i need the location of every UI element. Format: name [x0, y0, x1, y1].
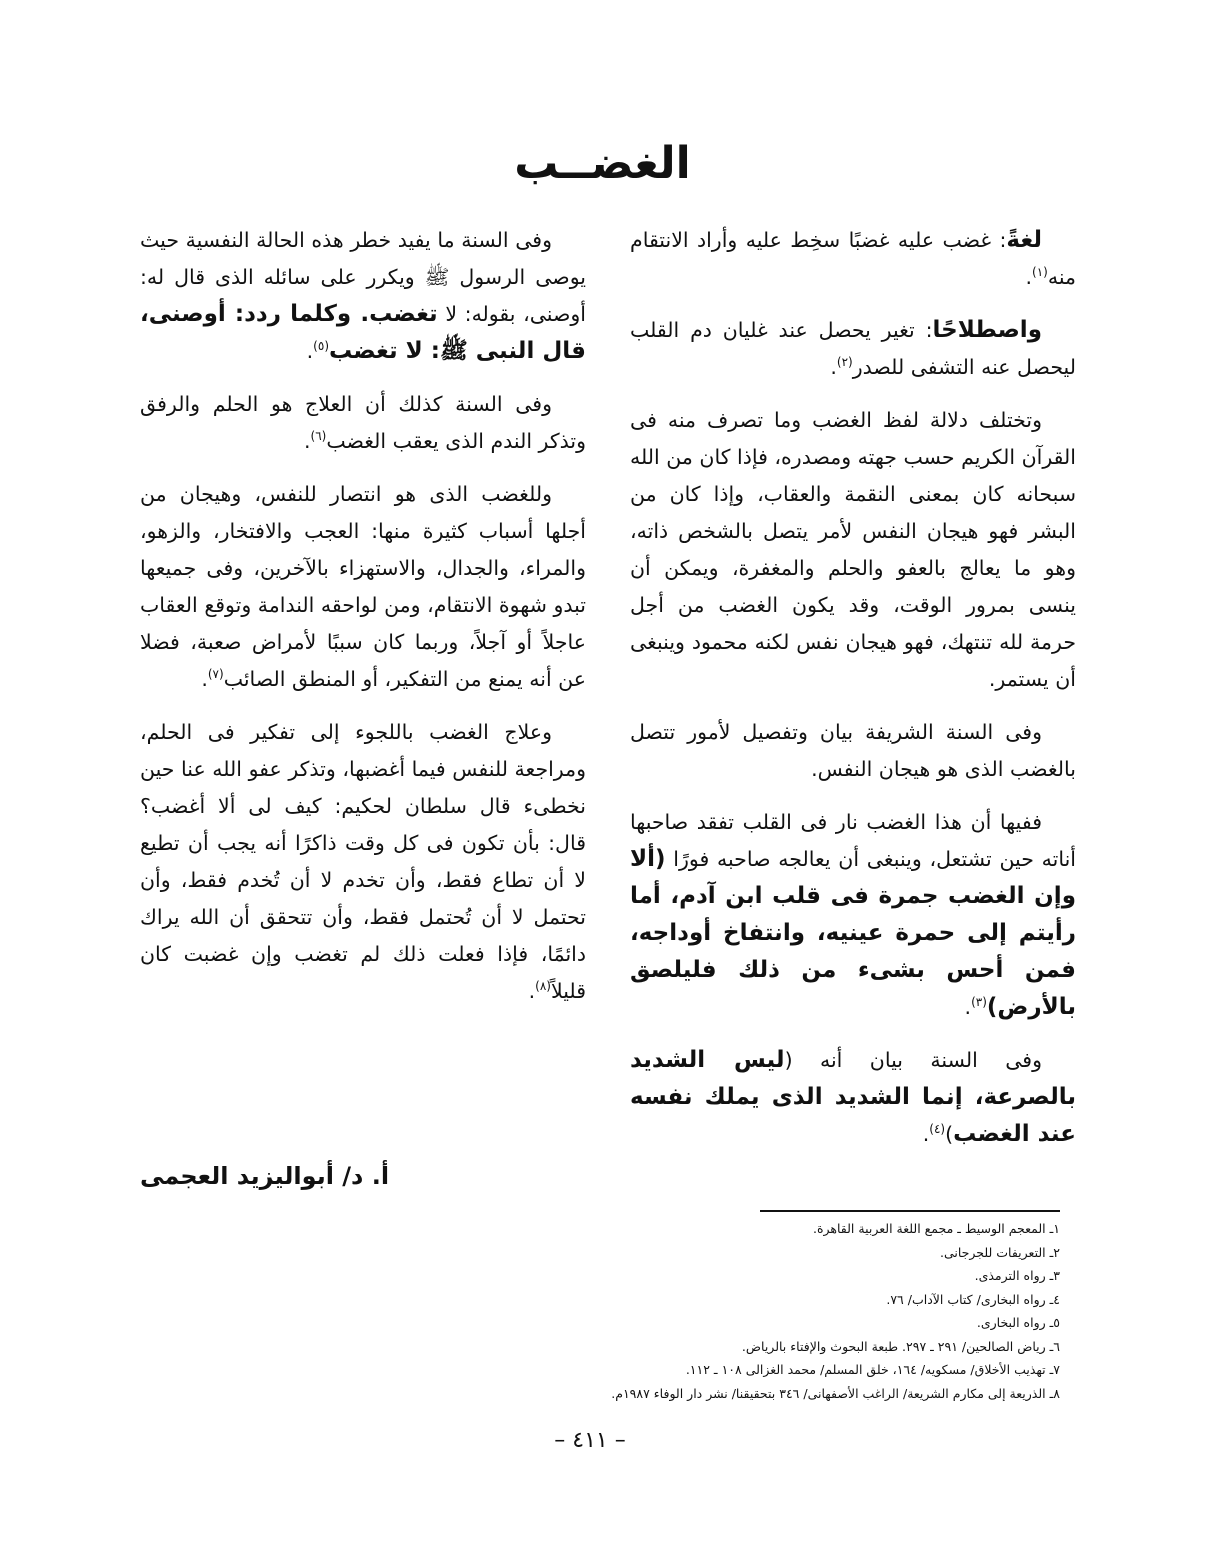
paragraph	[140, 222, 586, 370]
footnotes	[480, 1217, 1060, 1405]
footnote: ٣ـ رواه الترمذى.	[974, 1268, 1060, 1283]
footnote: ٦ـ رياض الصالحين/ ٢٩١ ـ ٢٩٧. طبعة البحوث والإفتاء بالرياض.	[741, 1338, 1060, 1354]
paragraph	[140, 476, 586, 698]
bold-text: تغضب. وكلما ردد: أوصنى، قال النبى ﷺ: لا تغضب	[140, 301, 586, 364]
text: .	[922, 1122, 930, 1146]
footnote-ref: (٤)	[929, 1122, 946, 1137]
footnote-ref: (٥)	[313, 339, 329, 354]
text: وللغضب الذى هو انتصار للنفس، وهيجان من أجلها أسباب كثيرة منها: العجب والافتخار، والزهو، والمراء، والجدال، والاستهزاء بالآخرين، وفى جميعها تبدو شهوة الانتقام، ومن لواحقه الندامة وتوقع العقاب عاجلاً أو آجلاً، وربما كان سببًا لأمراض صعبة، فضلا عن أنه يمنع من التفكير، أو المنطق الصائب	[140, 482, 586, 691]
text: وفى السنة الشريفة بيان وتفصيل لأمور تتصل بالغضب الذى هو هيجان النفس.	[630, 720, 1076, 781]
footnote-ref: (٦)	[310, 429, 327, 444]
author-signature: أ. د/ أبواليزيد العجمى	[140, 1162, 390, 1190]
text: .	[306, 339, 314, 363]
text: وتختلف دلالة لفظ الغضب وما تصرف منه فى القرآن الكريم حسب جهته ومصدره، فإذا كان من الله سبحانه كان بمعنى النقمة والعقاب، وإذا كان من البشر فهو هيجان النفس لأمر يتصل بالشخص ذاته، وهو ما يعالج بالعفو والحلم والمغفرة، ويمكن أن ينسى بمرور الوقت، وقد يكون الغضب من أجل حرمة لله تنتهك، فهو هيجان نفس لكنه محمود وينبغى أن يستمر.	[630, 408, 1076, 691]
footnote: ٧ـ تهذيب الأخلاق/ مسكويه/ ١٦٤، خلق المسلم/ محمد الغزالى ١٠٨ ـ ١١٢.	[685, 1362, 1060, 1377]
text: وعلاج الغضب باللجوء إلى تفكير فى الحلم، ومراجعة للنفس فيما أغضبها، وتذكر عفو الله عنا حين نخطىء قال سلطان لحكيم: كيف لى ألا أغضب؟ قال: بأن تكون فى كل وقت ذاكرًا أنه يجب أن تطيع لا أن تطاع فقط، وأن تخدم لا أن تُخدم فقط، وأن تحتمل لا أن تُحتمل فقط، وأن تتحقق أن الله يراك دائمًا، فإذا فعلت ذلك لم تغضب وإن غضبت كان قليلاً	[140, 720, 586, 1003]
text: .	[303, 429, 311, 453]
paragraph	[630, 402, 1076, 698]
paragraph	[630, 222, 1076, 296]
text: ففيها أن هذا الغضب نار فى القلب تفقد صاحبها أناته حين تشتعل، وينبغى أن يعالجه صاحبه فورًا	[630, 810, 1076, 871]
footnote-ref: (١)	[1032, 265, 1048, 280]
text: : تغير يحصل عند غليان دم القلب ليحصل عنه التشفى للصدر	[630, 318, 1076, 379]
text: .	[528, 979, 536, 1003]
footnote-ref: (٨)	[535, 979, 551, 994]
page-number: – ٤١١ –	[554, 1428, 626, 1453]
text: وفى السنة بيان أنه (	[784, 1048, 1042, 1072]
text: .	[201, 667, 208, 691]
text: وفى السنة ما يفيد خطر هذه الحالة النفسية حيث يوصى الرسول ﷺ ويكرر على سائله الذى قال له: أوصنى، بقوله: لا	[140, 228, 586, 326]
bold-text: واصطلاحًا	[932, 317, 1042, 343]
text: .	[964, 995, 972, 1019]
footnote: ٥ـ رواه البخارى.	[976, 1315, 1060, 1330]
footnote: ٢ـ التعريفات للجرجانى.	[939, 1244, 1060, 1260]
text: )	[945, 1122, 954, 1146]
footnote-ref: (٢)	[836, 355, 853, 370]
paragraph	[140, 714, 586, 1010]
text: : غضب عليه غضبًا سخِط عليه وأراد الانتقام منه	[630, 228, 1076, 289]
text: وفى السنة كذلك أن العلاج هو الحلم والرفق وتذكر الندم الذى يعقب الغضب	[140, 392, 586, 453]
footnote: ٤ـ رواه البخارى/ كتاب الآداب/ ٧٦.	[886, 1291, 1060, 1307]
paragraph	[630, 804, 1076, 1026]
bold-text: لغةً	[1006, 227, 1042, 253]
footnote-ref: (٧)	[207, 667, 224, 682]
paragraph	[140, 386, 586, 460]
right-column	[630, 222, 1076, 1169]
paragraph	[630, 312, 1076, 386]
paragraph	[630, 714, 1076, 788]
left-column	[140, 222, 586, 1026]
text: .	[1025, 265, 1032, 289]
paragraph	[630, 1042, 1076, 1153]
footnote: ٨ـ الذريعة إلى مكارم الشريعة/ الراغب الأصفهانى/ ٣٤٦ بتحقيقنا/ نشر دار الوفاء ١٩٨٧م.	[611, 1385, 1060, 1401]
footnote-ref: (٣)	[971, 995, 987, 1010]
text: .	[830, 355, 837, 379]
footnote: ١ـ المعجم الوسيط ـ مجمع اللغة العربية القاهرة.	[812, 1221, 1060, 1236]
bold-text: ليس الشديد بالصرعة، إنما الشديد الذى يملك نفسه عند الغضب	[630, 1047, 1076, 1147]
page-title: الغضــب	[514, 138, 691, 189]
bold-text: (ألا وإن الغضب جمرة فى قلب ابن آدم، أما رأيتم إلى حمرة عينيه، وانتفاخ أوداجه، فمن أحس بشىء من ذلك فليلصق بالأرض)	[630, 846, 1076, 1020]
footnote-divider	[760, 1210, 1060, 1212]
